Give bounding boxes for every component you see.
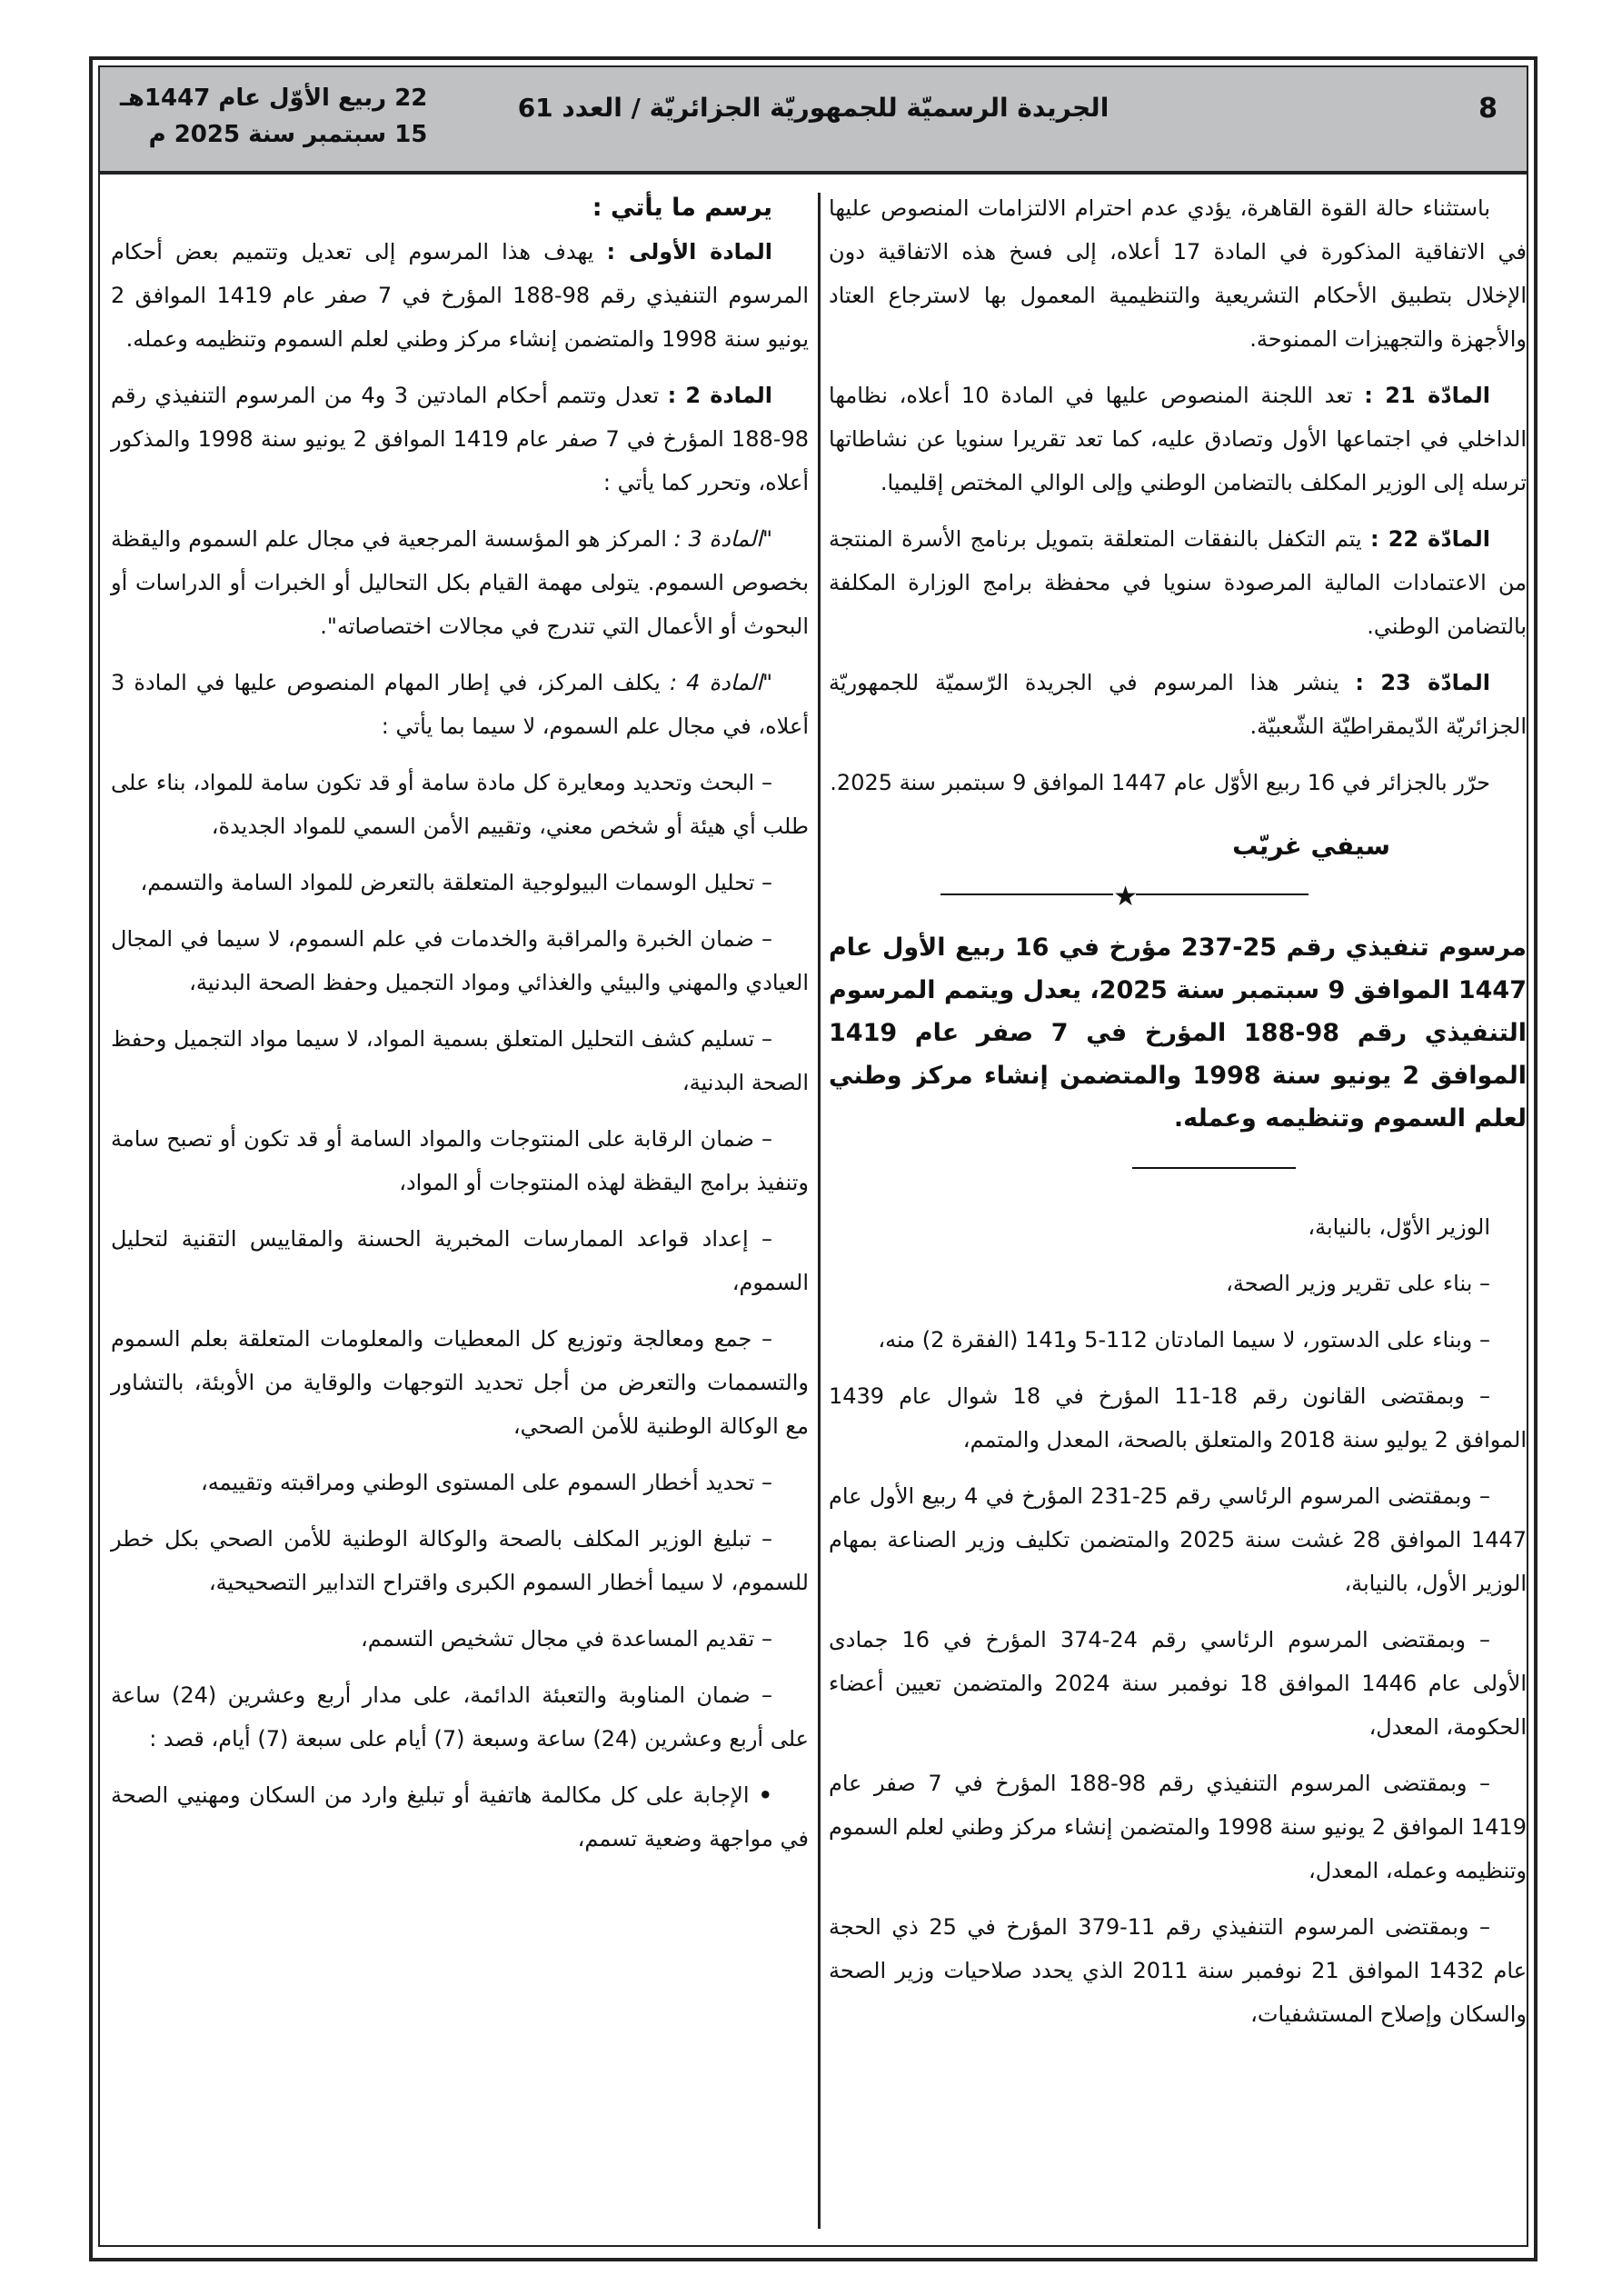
issue-date xyxy=(120,80,427,153)
list-item: – ضمان الخبرة والمراقبة والخدمات في علم السموم، لا سيما في المجال العيادي والمهني والبيئي والغذائي ومواد التجميل وحفظ الصحة البدنية، xyxy=(111,926,809,995)
recital: – وبمقتضى القانون رقم 18-11 المؤرخ في 18 شوال عام 1439 الموافق 2 يوليو سنة 2018 والمتعلق بالصحة، المعدل والمتمم، xyxy=(829,1383,1527,1452)
decrees-heading: يرسم ما يأتي : xyxy=(592,194,772,222)
decree-title: مرسوم تنفيذي رقم 25-237 مؤرخ في 16 ربيع الأول عام 1447 الموافق 9 سبتمبر سنة 2025، يعدل ويتمم المرسوم التنفيذي رقم 98-188 المؤرخ في 7 صفر عام 1419 الموافق 2 يونيو سنة 1998 والمتضمن إنشاء مركز وطني لعلم السموم وتنظيمه وعمله. xyxy=(829,933,1527,1133)
gazette-title: الجريدة الرسميّة للجمهوريّة الجزائريّة / العدد 61 xyxy=(517,93,1110,123)
title-rule xyxy=(1132,1167,1296,1169)
signatory-name: سيفي غريّب xyxy=(1232,831,1390,861)
article-label: "المادة 3 : xyxy=(673,526,772,552)
article-text: يتم التكفل بالنفقات المتعلقة بتمويل برنامج الأسرة المنتجة من الاعتمادات المالية المرصودة سنويا في محفظة برامج الوزارة المكلفة بالتضامن الوطني. xyxy=(829,526,1527,639)
article-text: يكلف المركز، في إطار المهام المنصوص عليها في المادة 3 أعلاه، في مجال علم السموم، لا سيما بما يأتي : xyxy=(111,670,809,739)
left-column xyxy=(111,186,809,1873)
separator-line xyxy=(1136,893,1309,895)
list-item: – تقديم المساعدة في مجال تشخيص التسمم، xyxy=(361,1626,772,1652)
recital: – وبناء على الدستور، لا سيما المادتان 112-5 و141 (الفقرة 2) منه، xyxy=(878,1327,1490,1353)
article-label: المادّة 22 : xyxy=(1370,526,1491,552)
right-column xyxy=(829,186,1527,2049)
recital: – وبمقتضى المرسوم التنفيذي رقم 98-188 المؤرخ في 7 صفر عام 1419 الموافق 2 يونيو سنة 1998 والمتضمن إنشاء مركز وطني لعلم السموم وتنظيمه وعمله، المعدل، xyxy=(829,1771,1527,1883)
list-item: – البحث وتحديد ومعايرة كل مادة سامة أو قد تكون سامة للمواد، بناء على طلب أي هيئة أو شخص معني، وتقييم الأمن السمي للمواد الجديدة، xyxy=(111,770,809,839)
paragraph: باستثناء حالة القوة القاهرة، يؤدي عدم احترام الالتزامات المنصوص عليها في الاتفاقية المذكورة في المادة 17 أعلاه، إلى فسخ هذه الاتفاقية دون الإخلال بتطبيق الأحكام التشريعية والتنظيمية المعمول بها لاسترجاع العتاد والأجهزة والتجهيزات الممنوحة. xyxy=(829,195,1527,352)
prime-minister-line: الوزير الأوّل، بالنيابة، xyxy=(1308,1214,1490,1240)
article-3-quoted xyxy=(111,517,809,648)
article-1 xyxy=(111,230,809,361)
article-21 xyxy=(829,374,1527,504)
page-number: 8 xyxy=(1478,93,1498,125)
list-item: – تحليل الوسمات البيولوجية المتعلقة بالتعرض للمواد السامة والتسمم، xyxy=(140,870,772,895)
article-2 xyxy=(111,374,809,504)
recital: – وبمقتضى المرسوم التنفيذي رقم 11-379 المؤرخ في 25 ذي الحجة عام 1432 الموافق 21 نوفمبر سنة 2011 الذي يحدد صلاحيات وزير الصحة والسكان وإصلاح المستشفيات، xyxy=(829,1914,1527,2027)
column-divider xyxy=(818,193,821,2229)
article-4-quoted xyxy=(111,661,809,748)
article-text: ينشر هذا المرسوم في الجريدة الرّسميّة للجمهوريّة الجزائريّة الدّيمقراطيّة الشّعبيّة. xyxy=(829,670,1527,739)
article-label: المادّة 21 : xyxy=(1364,383,1490,408)
article-text: تعدل وتتمم أحكام المادتين 3 و4 من المرسوم التنفيذي رقم 98-188 المؤرخ في 7 صفر عام 1419 الموافق 2 يونيو سنة 1998 والمذكور أعلاه، وتحرر كما يأتي : xyxy=(111,383,810,495)
article-text: المركز هو المؤسسة المرجعية في مجال علم السموم واليقظة بخصوص السموم. يتولى مهمة القيام بكل التحاليل أو الخبرات أو الدراسات أو البحوث أو الأعمال التي تندرج في مجالات اختصاصاته". xyxy=(111,526,809,639)
signed-at: حرّر بالجزائر في 16 ربيع الأوّل عام 1447 الموافق 9 سبتمبر سنة 2025. xyxy=(830,770,1490,795)
article-23 xyxy=(829,661,1527,748)
date-hijri: 22 ربيع الأوّل عام 1447هـ xyxy=(120,85,428,112)
list-item: – جمع ومعالجة وتوزيع كل المعطيات والمعلومات المتعلقة بعلم السموم والتسممات والتعرض من أجل تحديد التوجهات والوقاية من الأوبئة، بالتشاور مع الوكالة الوطنية للأمن الصحي، xyxy=(111,1326,809,1439)
article-22 xyxy=(829,517,1527,648)
recital: – بناء على تقرير وزير الصحة، xyxy=(1226,1271,1490,1296)
bullet-item: • الإجابة على كل مكالمة هاتفية أو تبليغ وارد من السكان ومهنيي الصحة في مواجهة وضعية تسمم، xyxy=(111,1773,809,1861)
article-label: "المادة 4 : xyxy=(669,670,772,695)
date-gregorian: 15 سبتمبر سنة 2025 م xyxy=(148,121,428,148)
article-label: المادة 2 : xyxy=(667,383,773,408)
list-item: – تحديد أخطار السموم على المستوى الوطني ومراقبته وتقييمه، xyxy=(201,1470,772,1495)
list-item: – إعداد قواعد الممارسات المخبرية الحسنة والمقاييس التقنية لتحليل السموم، xyxy=(111,1226,809,1295)
list-item: – تبليغ الوزير المكلف بالصحة والوكالة الوطنية للأمن الصحي بكل خطر للسموم، لا سيما أخطار السموم الكبرى واقتراح التدابير التصحيحية، xyxy=(111,1526,809,1595)
recital: – وبمقتضى المرسوم الرئاسي رقم 24-374 المؤرخ في 16 جمادى الأولى عام 1446 الموافق 18 نوفمبر سنة 2024 والمتضمن تعيين أعضاء الحكومة، المعدل، xyxy=(829,1627,1527,1740)
gazette-header xyxy=(100,67,1527,175)
separator-line xyxy=(940,893,1113,895)
star-separator xyxy=(829,881,1527,913)
list-item: – ضمان المناوبة والتعبئة الدائمة، على مدار أربع وعشرين (24) ساعة على أربع وعشرين (24) ساعة وسبعة (7) أيام على سبعة (7) أيام، قصد : xyxy=(111,1682,809,1752)
list-item: – تسليم كشف التحليل المتعلق بسمية المواد، لا سيما مواد التجميل وحفظ الصحة البدنية، xyxy=(111,1026,809,1095)
article-label: المادة الأولى : xyxy=(606,239,772,265)
article-text: تعد اللجنة المنصوص عليها في المادة 10 أعلاه، نظامها الداخلي في اجتماعها الأول وتصادق عليه، كما تعد تقريرا سنويا عن نشاطاتها ترسله إلى الوزير المكلف بالتضامن الوطني وإلى الوالي المختص إقليميا. xyxy=(829,383,1527,495)
recital: – وبمقتضى المرسوم الرئاسي رقم 25-231 المؤرخ في 4 ربيع الأول عام 1447 الموافق 28 غشت سنة 2025 والمتضمن تكليف وزير الصناعة بمهام الوزير الأول، بالنيابة، xyxy=(829,1483,1527,1596)
article-text: يهدف هذا المرسوم إلى تعديل وتتميم بعض أحكام المرسوم التنفيذي رقم 98-188 المؤرخ في 7 صفر عام 1419 الموافق 2 يونيو سنة 1998 والمتضمن إنشاء مركز وطني لعلم السموم وتنظيمه وعمله. xyxy=(111,239,810,352)
list-item: – ضمان الرقابة على المنتوجات والمواد السامة أو قد تكون أو تصبح سامة وتنفيذ برامج اليقظة لهذه المنتوجات أو المواد، xyxy=(111,1126,809,1195)
star-icon: ★ xyxy=(1113,881,1138,913)
article-label: المادّة 23 : xyxy=(1355,670,1490,695)
